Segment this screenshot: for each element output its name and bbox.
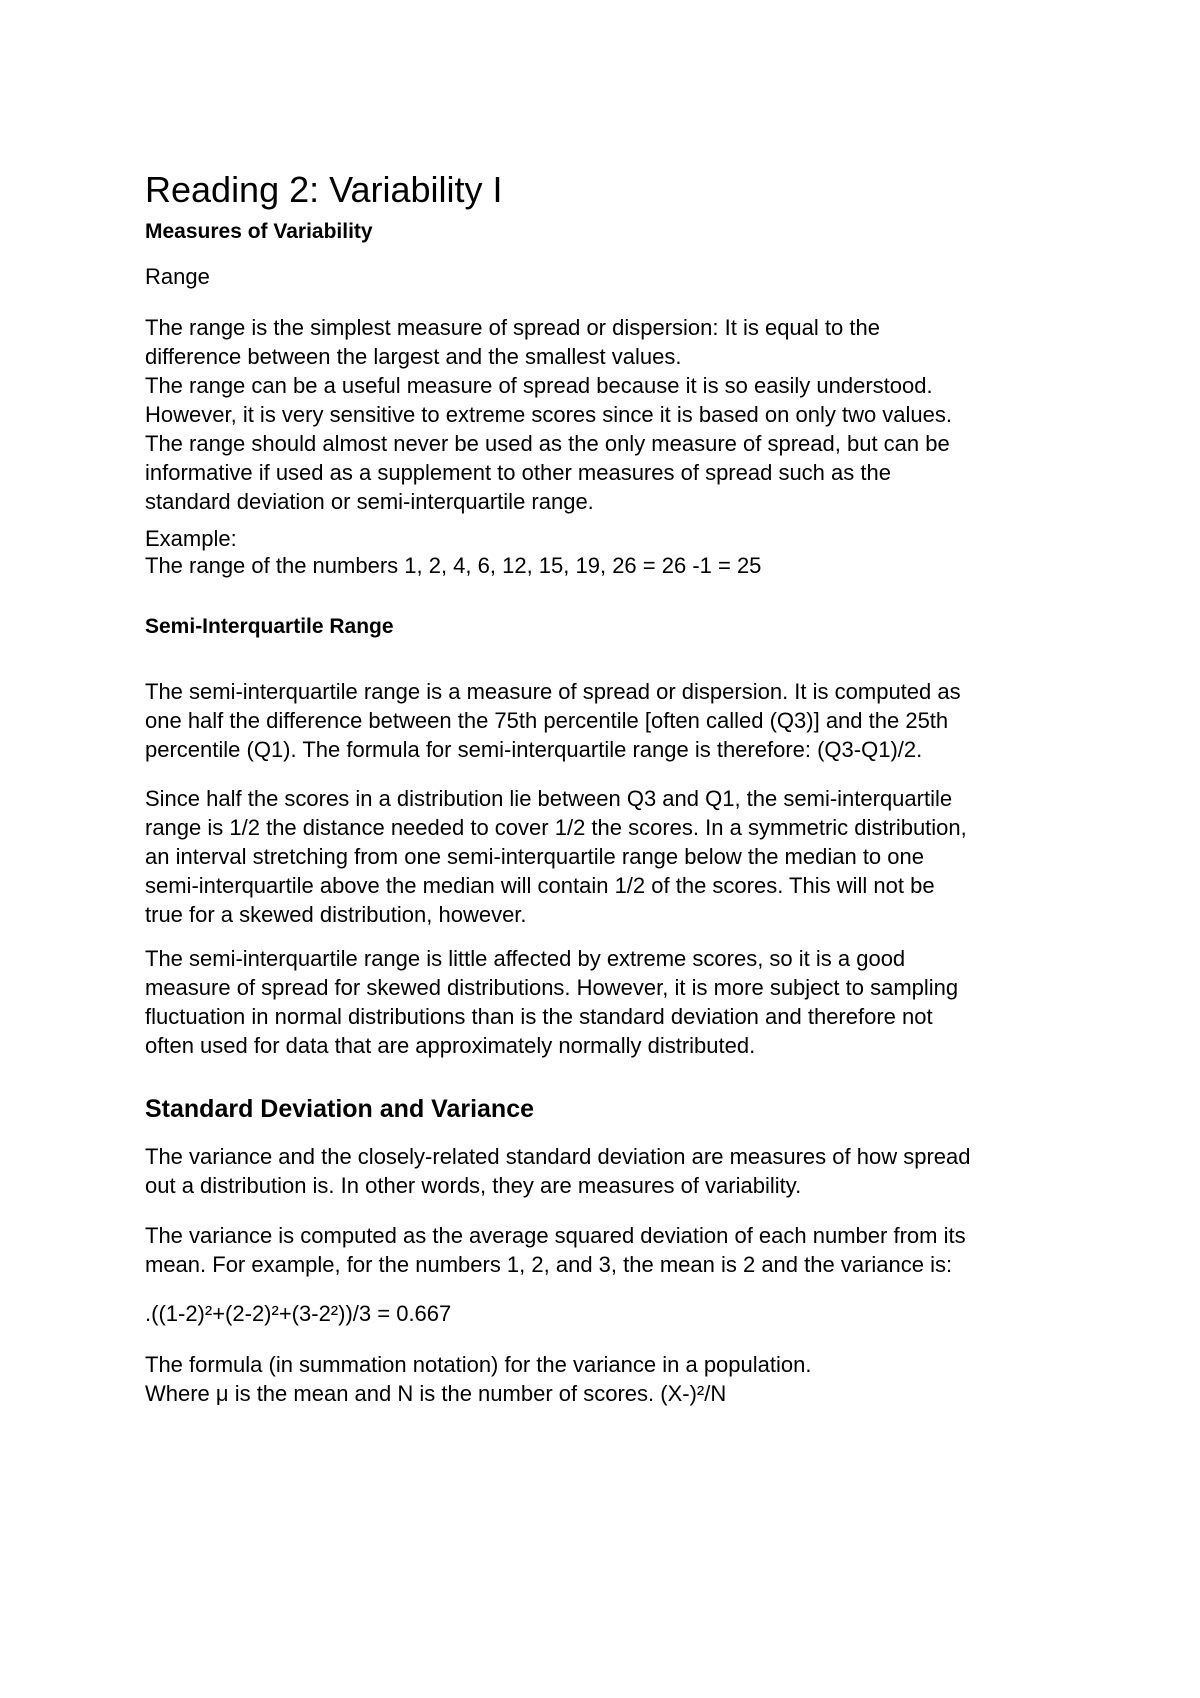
- sd-paragraph-1: The variance and the closely-related standard deviation are measures of how spread out a distribution is. In other words, they are measures of variability.: [145, 1144, 971, 1198]
- range-subheading: Range: [145, 264, 210, 289]
- standard-deviation-heading: Standard Deviation and Variance: [145, 1095, 535, 1123]
- example-text: The range of the numbers 1, 2, 4, 6, 12, 15, 19, 26 = 26 -1 = 25: [145, 553, 762, 578]
- example-label: Example:: [145, 526, 237, 551]
- sd-paragraph-2: The variance is computed as the average squared deviation of each number from its mean. For example, for the numbers 1, 2, and 3, the mean is 2 and the variance is:: [145, 1223, 966, 1277]
- sd-paragraph-3: The formula (in summation notation) for the variance in a population. Where μ is the mean and N is the number of scores. (X-)²/N: [145, 1352, 812, 1406]
- page-title: Reading 2: Variability I: [145, 169, 503, 210]
- measures-of-variability-heading: Measures of Variability: [145, 220, 373, 243]
- semi-interquartile-range-heading: Semi-Interquartile Range: [145, 615, 394, 638]
- siqr-paragraph-3: The semi-interquartile range is little affected by extreme scores, so it is a good measure of spread for skewed distributions. However, it is more subject to sampling fluctuation in normal distributions than is the standard deviation and therefore not often used for data that are approximately normally distributed.: [145, 946, 959, 1058]
- siqr-paragraph-2: Since half the scores in a distribution lie between Q3 and Q1, the semi-interquartile range is 1/2 the distance needed to cover 1/2 the scores. In a symmetric distribution, an interval stretching from one semi-interquartile range below the median to one semi-interquartile above the median will contain 1/2 of the scores. This will not be true for a skewed distribution, however.: [145, 786, 967, 927]
- range-paragraph: The range is the simplest measure of spread or dispersion: It is equal to the difference between the largest and the smallest values. The range can be a useful measure of spread because it is so easily understood. However, it is very sensitive to extreme scores since it is based on only two values. The range should almost never be used as the only measure of spread, but can be informative if used as a supplement to other measures of spread such as the standard deviation or semi-interquartile range.: [145, 315, 953, 514]
- siqr-paragraph-1: The semi-interquartile range is a measure of spread or dispersion. It is computed as one half the difference between the 75th percentile [often called (Q3)] and the 25th percentile (Q1). The formula for semi-interquartile range is therefore: (Q3-Q1)/2.: [145, 679, 961, 762]
- variance-formula: .((1-2)²+(2-2)²+(3-2²))/3 = 0.667: [145, 1301, 452, 1326]
